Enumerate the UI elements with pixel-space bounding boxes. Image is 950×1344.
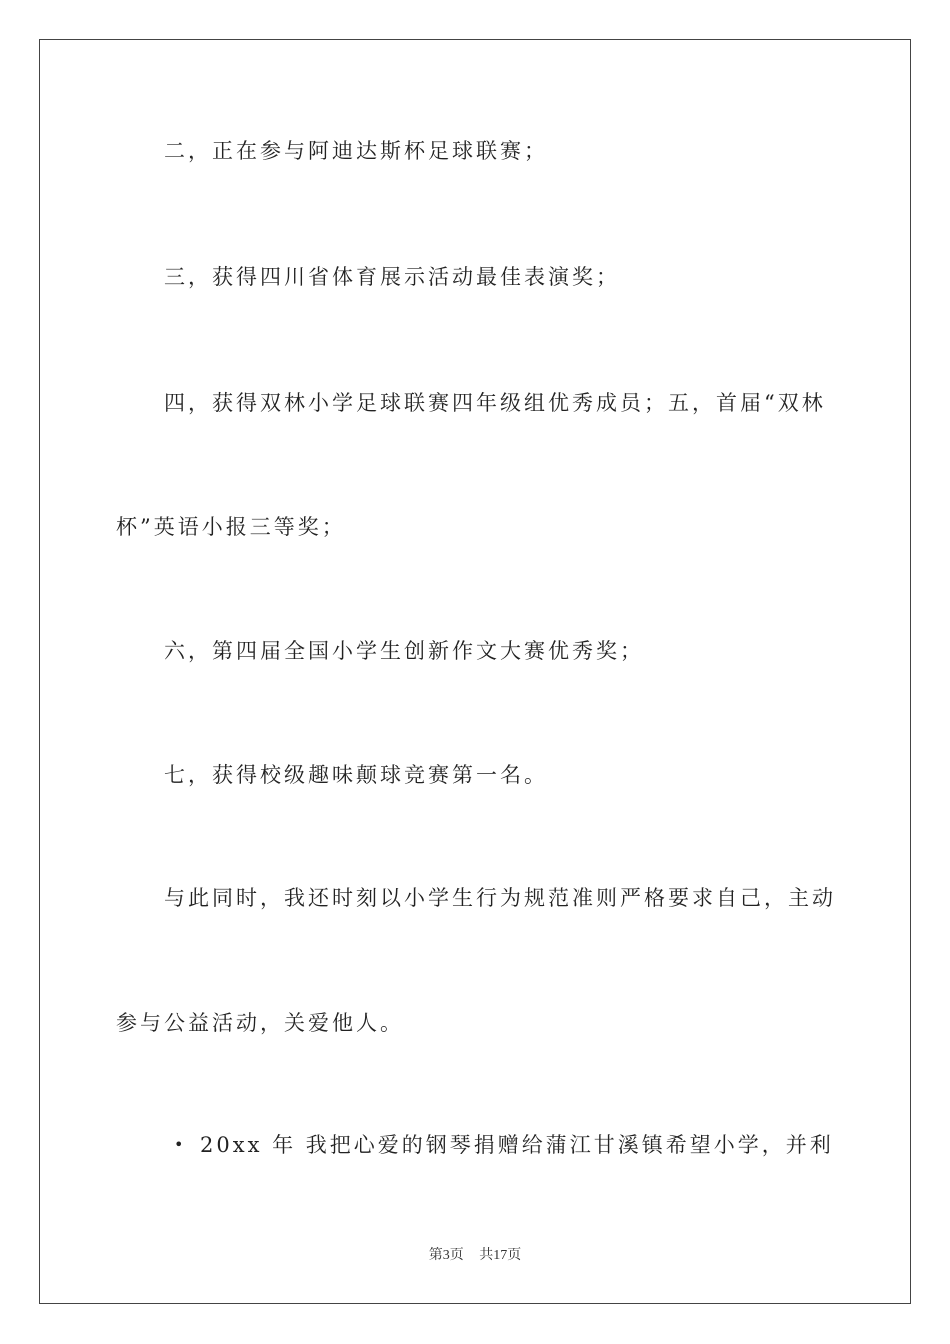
page-number: 第3页 <box>428 1248 464 1263</box>
page-border <box>39 39 911 1304</box>
page-total: 共17页 <box>479 1248 522 1263</box>
line-text: 七，获得校级趣味颠球竞赛第一名。 <box>164 763 548 787</box>
line-text: 二，正在参与阿迪达斯杯足球联赛； <box>164 139 548 163</box>
line-text: 与此同时，我还时刻以小学生行为规范准则严格要求自己，主动 <box>164 886 836 910</box>
bullet-icon: • <box>174 1135 187 1154</box>
line-text: 参与公益活动，关爱他人。 <box>116 1011 404 1035</box>
line-text: 六，第四届全国小学生创新作文大赛优秀奖； <box>164 639 644 663</box>
bullet-item-text: 20xx 年 我把心爱的钢琴捐赠给蒲江甘溪镇希望小学，并利 <box>200 1133 834 1157</box>
line-text: 四，获得双林小学足球联赛四年级组优秀成员；五，首届“双林 <box>164 391 826 415</box>
line-text: 杯”英语小报三等奖； <box>116 515 346 539</box>
line-text: 三，获得四川省体育展示活动最佳表演奖； <box>164 265 620 289</box>
page-footer <box>0 1246 950 1266</box>
